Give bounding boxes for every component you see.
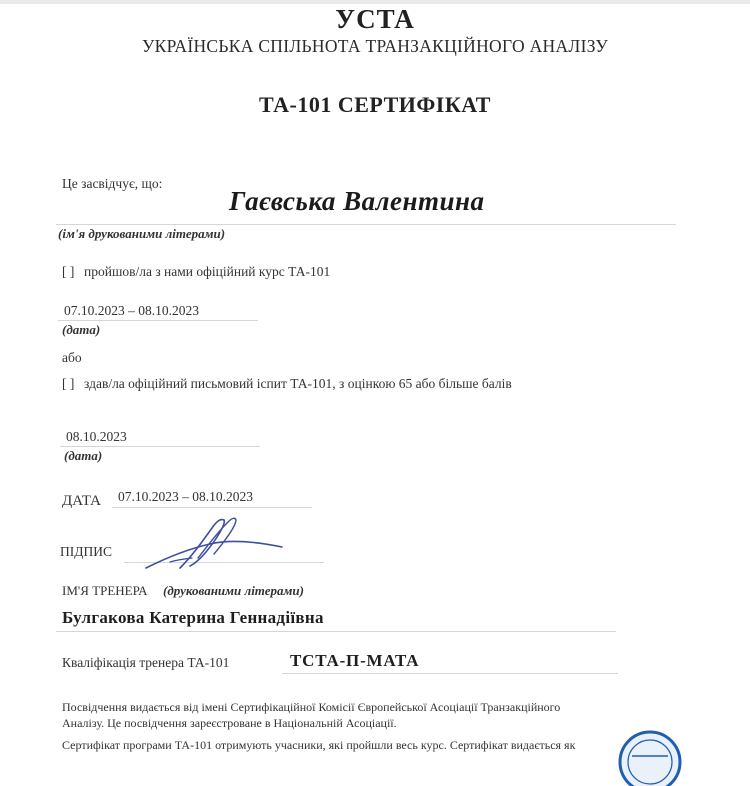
trainer-label: ІМ'Я ТРЕНЕРА: [62, 583, 148, 598]
footer-line-1: Посвідчення видається від імені Сертифікаційної Комісії Європейської Асоціації Транзакційного: [62, 700, 561, 714]
org-short-name: УСТА: [335, 4, 415, 34]
trainer-signature: [140, 512, 290, 578]
course-checkbox: [ ]: [62, 264, 75, 279]
qualification-value: ТСТА-П-МАТА: [290, 651, 420, 670]
exam-date: 08.10.2023: [66, 429, 127, 444]
certificate-title: ТА-101 СЕРТИФІКАТ: [259, 92, 491, 117]
trainer-label-note: (друкованими літерами): [163, 583, 304, 598]
date-label: ДАТА: [62, 493, 101, 509]
course-dates-note: (дата): [62, 322, 101, 337]
course-dates: 07.10.2023 – 08.10.2023: [64, 303, 199, 318]
holder-name-note: (ім'я друкованими літерами): [58, 226, 226, 241]
holder-name-underline: [56, 224, 676, 225]
date-underline: [112, 507, 312, 508]
exam-date-note: (дата): [64, 448, 103, 463]
date-value: 07.10.2023 – 08.10.2023: [118, 489, 253, 504]
or-label: або: [62, 350, 82, 365]
org-full-name: УКРАЇНСЬКА СПІЛЬНОТА ТРАНЗАКЦІЙНОГО АНАЛІЗУ: [141, 36, 609, 56]
course-dates-underline: [58, 320, 258, 321]
association-seal: [588, 726, 708, 786]
qualification-underline: [282, 673, 618, 674]
qualification-label: Кваліфікація тренера ТА-101: [62, 655, 230, 670]
trainer-name-underline: [56, 631, 616, 632]
certifies-label: Це засвідчує, що:: [62, 176, 163, 191]
footer-line-3: Сертифікат програми ТА-101 отримують учасники, які пройшли весь курс. Сертифікат видається як: [62, 738, 576, 752]
exam-date-underline: [60, 446, 260, 447]
exam-text: здав/ла офіційний письмовий іспит ТА-101, з оцінкою 65 або більше балів: [84, 376, 512, 391]
footer-line-2: Аналізу. Це посвідчення зареєстроване в Національній Асоціації.: [62, 716, 397, 730]
course-text: пройшов/ла з нами офіційний курс ТА-101: [84, 264, 331, 279]
holder-name: Гаєвська Валентина: [229, 186, 485, 216]
exam-checkbox: [ ]: [62, 376, 75, 391]
signature-label: ПІДПИС: [60, 544, 112, 559]
trainer-name: Булгакова Катерина Геннадіївна: [62, 608, 324, 627]
